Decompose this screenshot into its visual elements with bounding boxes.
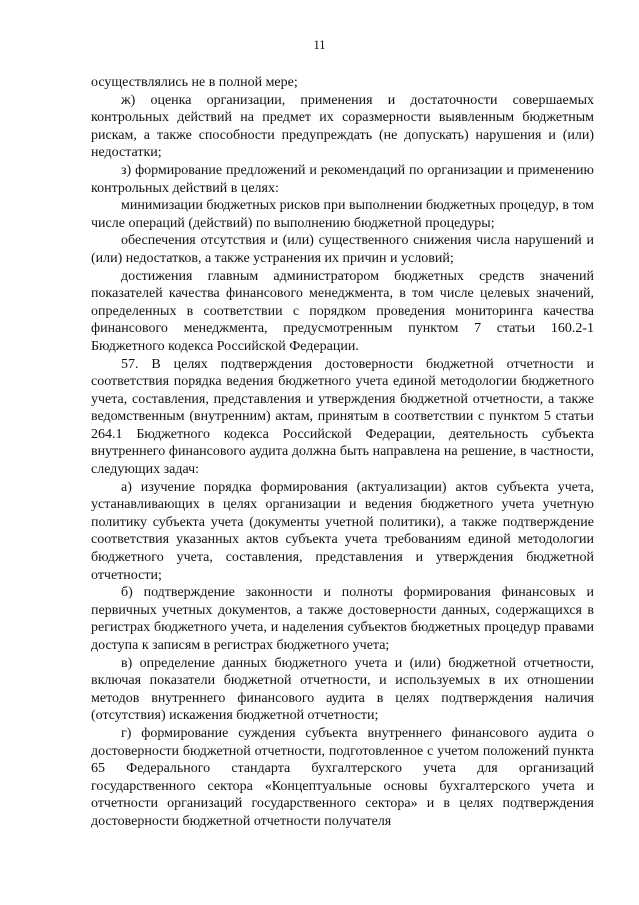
paragraph: осуществлялись не в полной мере; (91, 75, 298, 90)
paragraph: 57. В целях подтверждения достоверности бюджетной отчетности и соответствия порядка ведения бюджетного учета единой методологии бюджетного учета, составления, представления и утверждения бюджетной отчетности, а также ведомственным (внутренним) актам, принятым в соответствии с пунктом 5 статьи 264.1 Бюджетного кодекса Российской Федерации, деятельность субъекта внутреннего финансового аудита должна быть направлена на решение, в частности, следующих задач: (91, 356, 594, 478)
paragraph: а) изучение порядка формирования (актуализации) актов субъекта учета, устанавливающих в целях организации и ведения бюджетного учета учетную политику субъекта учета (документы учетной политики), а также подтверждение соответствия указанных актов субъекта учета требованиям единой методологии бюджетного учета, составления, представления и утверждения бюджетной отчетности; (91, 479, 594, 583)
paragraph: ж) оценка организации, применения и достаточности совершаемых контрольных действий на предмет их соразмерности выявленным бюджетным рискам, а также способности предупреждать (не допускать) нарушения и (или) недостатки; (91, 92, 594, 161)
paragraph: б) подтверждение законности и полноты формирования финансовых и первичных учетных документов, а также достоверности данных, содержащихся в регистрах бюджетного учета, и наделения субъектов бюджетных процедур правами доступа к записям в регистрах бюджетного учета; (91, 585, 594, 653)
paragraph: достижения главным администратором бюджетных средств значений показателей качества финансового менеджмента, в том числе целевых значений, определенных в соответствии с порядком проведения мониторинга качества финансового менеджмента, предусмотренным пунктом 7 статьи 160.2-1 Бюджетного кодекса Российской Федерации. (91, 268, 594, 354)
paragraph: г) формирование суждения субъекта внутреннего финансового аудита о достоверности бюджетной отчетности, подготовленное с учетом положений пункта 65 Федерального стандарта бухгалтерского учета для организаций государственного сектора «Концептуальные основы бухгалтерского учета и отчетности организаций государственного сектора» и в целях подтверждения достоверности бюджетной отчетности получателя (91, 725, 594, 829)
document-body (91, 74, 594, 831)
paragraph: в) определение данных бюджетного учета и (или) бюджетной отчетности, включая показатели бюджетной отчетности, и используемых в их отношении методов внутреннего финансового аудита в целях подтверждения наличия (отсутствия) искажения бюджетной отчетности; (91, 655, 594, 724)
page-number: 11 (313, 38, 326, 52)
paragraph: обеспечения отсутствия и (или) существенного снижения числа нарушений и (или) недостатков, а также устранения их причин и условий; (91, 233, 594, 266)
paragraph: з) формирование предложений и рекомендаций по организации и применению контрольных действий в целях: (91, 162, 594, 196)
paragraph: минимизации бюджетных рисков при выполнении бюджетных процедур, в том числе операций (действий) по выполнению бюджетной процедуры; (91, 198, 594, 231)
